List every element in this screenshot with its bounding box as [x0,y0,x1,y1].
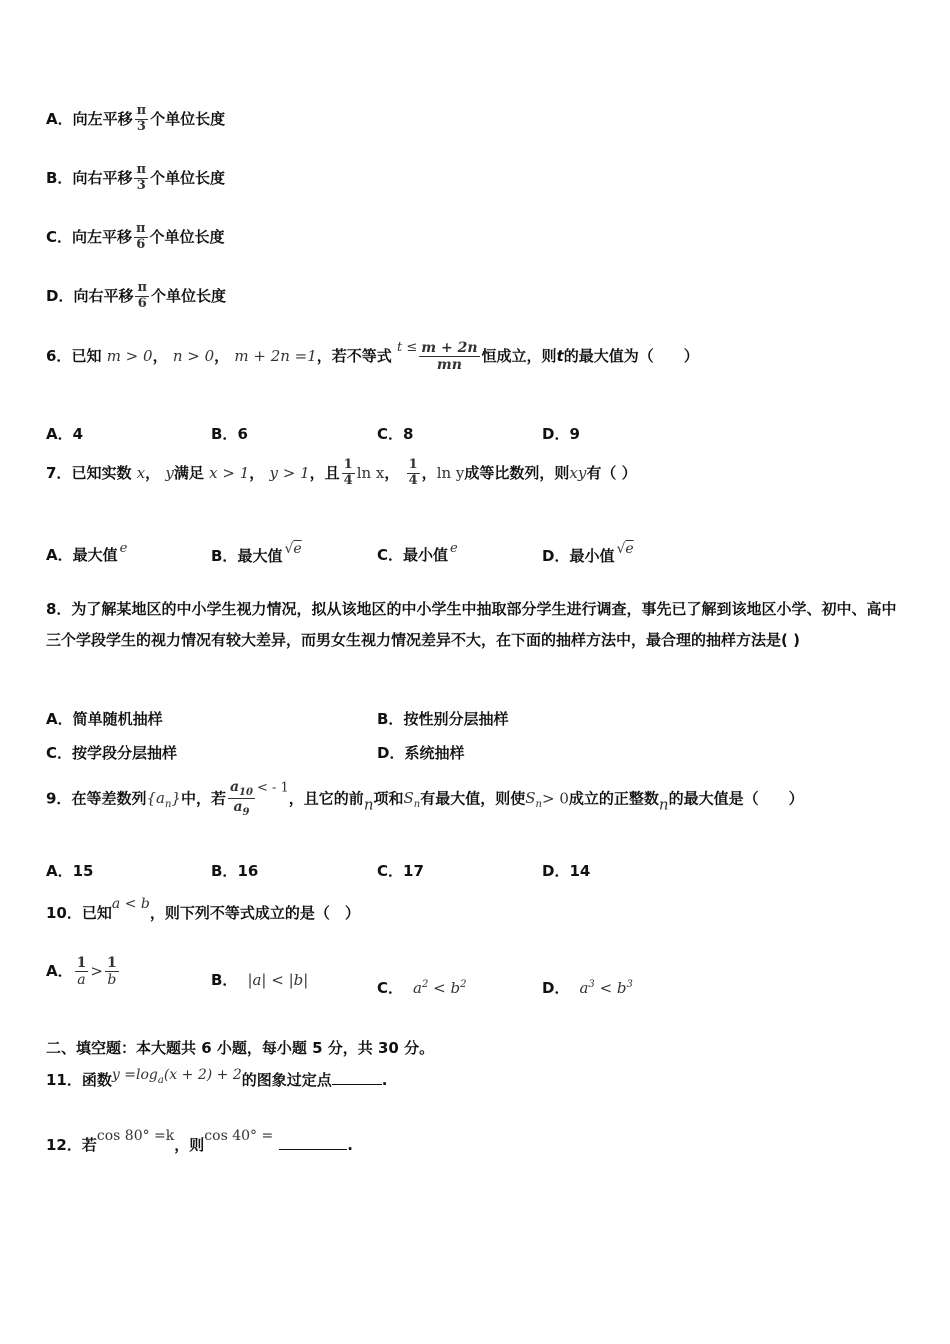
option-value: 14 [569,862,591,880]
question-number: 11． [46,1071,82,1089]
question-text: 有最大值，则使 [420,789,526,808]
math-part: {a [146,789,165,808]
option-text: 个单位长度 [150,286,226,305]
separator: ， [421,463,437,482]
math-expr [525,789,542,811]
math-expr: < [599,979,613,997]
question-8: 8．为了解某地区的中小学生视力情况，拟从该地区的中小学生中抽取部分学生进行调查，事先已了解到该地区小学、初中、高中三个学段学生的视力情况有较大差异，而男女生视力情况差异不大，在下面的抽样方法中，最合理的抽样方法是( ) [46,600,897,649]
option-value: 6 [237,425,248,443]
question-number: 12． [46,1136,82,1154]
option-label: C． [377,862,404,880]
q8-option-c [46,742,177,763]
option-label: C． [377,425,404,443]
fraction [105,955,119,988]
option-label: B． [211,971,238,989]
q6-option-a [46,423,83,444]
math-var: S [403,789,414,808]
separator: ， [249,463,265,482]
option-value: 9 [569,425,580,443]
math-var: a [229,779,240,795]
option-text: 按学段分层抽样 [72,744,178,762]
math-expr: x > 1 [209,463,250,482]
question-11 [46,1067,387,1090]
fraction-denominator: 3 [136,118,146,134]
q5-option-a [46,104,225,135]
math-expr: ln x [356,463,385,482]
math-sub: n [535,799,542,811]
option-text: 向右平移 [73,286,134,305]
option-label: B． [377,710,404,728]
option-text: 向左平移 [72,109,133,128]
question-text: 在等差数列 [71,789,147,808]
q10-option-c [377,977,466,998]
option-label: B． [211,862,238,880]
question-number: 9． [46,789,72,808]
math-sub: 10 [239,786,253,798]
fraction-numerator: π [136,221,146,236]
separator: ， [152,347,168,366]
math-expr: cos 40° = [204,1128,274,1144]
math-part: y =log [111,1067,158,1083]
q10-option-a [46,955,121,988]
fraction [135,281,149,312]
option-text: 简单随机抽样 [72,710,163,728]
option-value: 17 [403,862,424,880]
math-expr [413,979,466,997]
q5-option-d [46,281,226,312]
option-text: 最大值 [72,546,118,564]
question-number: 6． [46,347,72,366]
question-6 [46,340,699,373]
math-var: b [616,979,627,997]
math-sup: 2 [421,979,429,990]
question-9 [46,779,804,819]
question-text: 的最大值为（ ） [563,347,699,366]
option-label: A． [46,710,73,728]
question-7 [46,458,637,489]
fraction-denominator: 4 [343,472,353,488]
math-var: a [579,979,589,997]
question-text: 项和 [373,789,404,808]
fraction [75,955,89,988]
answer-blank[interactable] [279,1149,347,1150]
q5-option-b [46,163,225,194]
option-text: 最大值 [237,547,283,565]
math-expr: |a| < |b| [247,971,309,989]
option-value: 15 [72,862,94,880]
q8-option-b [377,708,508,729]
math-expr: t ≤ [397,340,418,356]
q7-option-d [542,541,634,566]
question-text: ，则下列不等式成立的是（ ） [149,904,360,922]
option-text: 向左平移 [72,227,133,246]
option-text: 个单位长度 [149,168,225,187]
math-sup: 3 [588,979,595,990]
fraction-numerator: 1 [76,955,87,971]
question-text: 成等比数列，则 [464,463,570,482]
option-label: D． [542,979,570,997]
option-label: C． [46,744,73,762]
math-sup: 2 [460,979,467,990]
question-text: 已知 [71,347,102,366]
math-expr: m + 2n =1 [234,347,317,366]
math-expr: < [433,979,446,997]
option-text: 个单位长度 [149,227,225,246]
fraction-numerator: π [136,103,147,118]
math-expr [146,789,181,811]
math-var: xy [569,463,587,482]
math-var: y [165,463,174,482]
math-var: e [450,541,458,556]
fraction [228,779,255,819]
q6-option-b [211,423,248,444]
separator: ， [145,463,161,482]
fraction-denominator [228,799,255,818]
math-sub: n [413,799,421,811]
math-var: x [136,463,146,482]
q5-option-c [46,222,225,253]
fraction [134,163,148,194]
fraction-denominator: mn [436,357,462,374]
q9-option-d [542,860,590,881]
fraction-denominator: 3 [136,177,146,193]
q10-option-b [211,969,308,990]
question-text: 已知 [81,904,112,922]
math-sub: a [157,1074,164,1086]
separator: ， [214,347,230,366]
fraction-numerator: m + 2n [421,340,478,356]
fraction [135,104,149,135]
fraction [419,340,479,373]
question-text: ，则 [174,1136,205,1154]
math-var: a [233,799,243,816]
separator: ， [384,463,400,482]
fraction-numerator: 1 [343,457,353,472]
q8-option-d [377,742,464,763]
question-text: 的图象过定点 [241,1071,332,1089]
q7-option-b [211,541,302,566]
question-text: 已知实数 [71,463,132,482]
fraction [342,458,355,489]
option-label: B． [211,425,238,443]
option-label: B． [46,168,73,187]
math-part: } [171,789,181,808]
punctuation: . [381,1071,388,1089]
q10-option-d [542,977,633,998]
math-expr [403,789,421,811]
question-text: ，且它的前 [288,789,364,808]
question-text: ，且 [309,463,340,482]
q9-option-c [377,860,424,881]
question-text: 恒成立，则 [481,347,557,366]
option-label: D． [46,286,74,305]
math-expr [111,1067,242,1086]
fraction [134,222,148,253]
math-var: n [658,795,669,814]
fraction [407,458,420,489]
option-label: A． [46,546,73,564]
question-text: 成立的正整数 [568,789,659,808]
math-sub: 9 [242,807,250,819]
question-text: 满足 [173,463,204,482]
fraction-numerator: π [137,280,147,295]
question-text: 有（ ） [586,463,637,482]
math-var: b [450,979,461,997]
option-label: D． [542,547,570,565]
option-label: C． [377,546,404,564]
fraction-denominator: 6 [137,295,147,311]
q7-option-a [46,541,127,565]
q6-option-c [377,423,413,444]
question-number: 7． [46,463,72,482]
question-10 [46,896,360,923]
option-label: D． [542,425,570,443]
option-value: 4 [72,425,84,443]
question-number: 10． [46,904,82,922]
option-label: D． [377,744,405,762]
question-text: ，若不等式 [316,347,392,366]
option-text: 最小值 [569,547,615,565]
option-text: 按性别分层抽样 [403,710,509,728]
question-text: 若 [81,1136,97,1154]
fraction-denominator: b [107,972,117,989]
option-label: A． [46,425,73,443]
option-label: A． [46,962,73,981]
fraction-denominator: 6 [136,236,146,252]
math-expr: a < b [111,896,150,912]
math-var: a [413,979,422,997]
q7-option-c [377,541,458,565]
q8-option-a [46,708,163,729]
math-part: (x + 2) + 2 [163,1067,242,1083]
math-var: S [525,789,536,808]
math-sup: 3 [626,979,633,990]
fraction-denominator: 4 [408,472,418,488]
question-text: 的最大值是（ ） [668,789,804,808]
math-var: e [293,541,302,557]
fraction-numerator [228,779,255,799]
punctuation: . [347,1136,353,1154]
option-label: D． [542,862,570,880]
math-expr: > [90,962,103,981]
question-text: 中，若 [180,789,226,808]
math-expr: y > 1 [269,463,310,482]
math-expr: ln y [436,463,465,482]
option-value: 16 [237,862,259,880]
sqrt-symbol: √e [284,541,302,557]
math-expr: n > 0 [172,347,215,366]
option-value: 8 [403,425,414,443]
fraction-numerator: 1 [408,457,418,472]
option-label: C． [46,227,73,246]
math-var: e [625,541,634,557]
section-2-title: 二、填空题：本大题共 6 小题，每小题 5 分，共 30 分。 [46,1039,435,1057]
math-expr: < - 1 [256,780,289,796]
q9-option-b [211,860,258,881]
option-text: 系统抽样 [404,744,465,762]
fraction-denominator: a [77,972,86,989]
q9-option-a [46,860,93,881]
option-label: C． [377,979,404,997]
math-var: e [119,541,128,556]
math-var: t [556,347,564,366]
answer-blank[interactable] [332,1084,382,1085]
math-expr: m > 0 [106,347,153,366]
question-12 [46,1128,353,1155]
fraction-numerator: 1 [106,955,117,971]
q6-option-d [542,423,580,444]
option-label: A． [46,862,73,880]
option-label: A． [46,109,73,128]
math-expr [579,979,632,997]
question-text: 函数 [81,1071,112,1089]
math-var: n [363,795,374,814]
option-text: 个单位长度 [150,109,226,128]
option-text: 最小值 [403,546,449,564]
option-text: 向右平移 [72,168,133,187]
option-label: B． [211,547,238,565]
math-sub: n [164,799,172,811]
sqrt-symbol: √e [616,541,634,557]
fraction-numerator: π [136,162,146,177]
math-expr: cos 80° =k [96,1128,175,1144]
math-expr: > 0 [541,789,569,808]
